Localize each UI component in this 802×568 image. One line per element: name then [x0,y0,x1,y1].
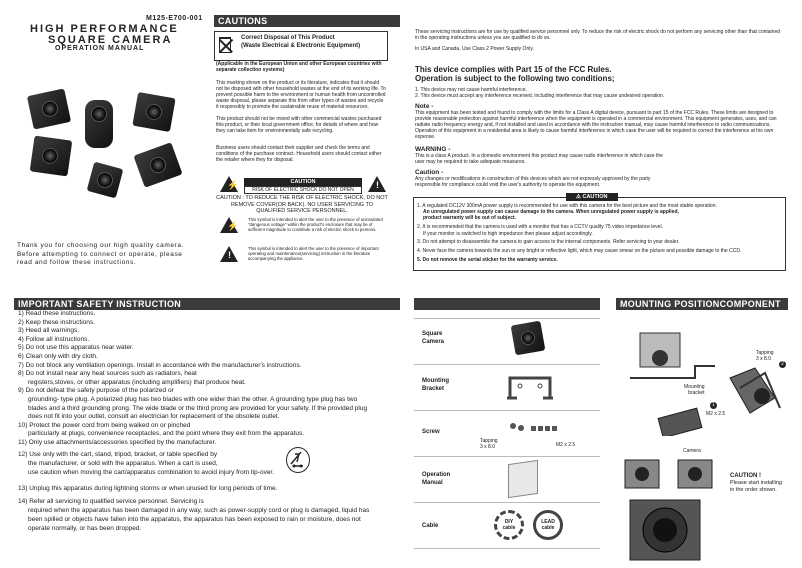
safety-item-12b: the manufacturer, or sold with the apparatus. When a cart is used, [28,460,218,467]
component-m2-label: M2 x 2.5 [556,442,576,448]
component-cable-label: Cable [422,523,439,529]
safety-item: 2) Keep these instructions. [18,318,95,326]
safety-item-14d: operate normally, or has been dropped. [28,525,142,532]
fcc-condition-1: 1. This device may not cause harmful interference. [415,87,527,93]
mounting-bracket-label: Mounting bracket [684,384,705,396]
component-divider [414,410,600,411]
safety-item: 4) Follow all instructions. [18,335,90,343]
safety-items [18,310,398,448]
model-number: M125-E700-001 [146,15,203,22]
mounting-front-view [620,455,720,565]
caution-box-label-text: CAUTION [582,194,608,200]
component-lead-cable-image [533,510,563,540]
safety-item: does not fit into your outlet, consult an electrician for replacement of the obsolete outlet. [28,413,280,421]
safety-item: 5) Do not use this apparatus near water. [18,344,134,352]
cover-title-2: SQUARE CAMERA [48,34,173,46]
weee-box [214,31,388,61]
weee-paragraph-3: Business users should contact their supplier and check the terms and conditions of the purchase contract. Household users should contact either the retailer where they for disposal. [216,145,382,163]
component-manual-image [508,460,538,498]
mounting-tapping-label: Tapping 3 x 8.0 [756,350,774,362]
safety-item: registers,stoves, or other apparatus (including amplifiers) that produce heat. [28,378,246,386]
component-screw-image [505,418,565,438]
note-text: This equipment has been tested and found to comply with the limits for a Class A digital device, pursuant to part 15 of the FCC Rules. These limits are designed to provide reasonable protection against harmful interference when the equipment is operated in a commercial environment. This equipment generates, uses, and can radiate radio frequency energy and, if not installed and used in accordance with the instruction manual, may cause harmful interference to radio communications. Operation of this equipment in a residential area is likely to cause harmful interference in which case the user will be required to correct the interference at his own expense. [415,110,777,140]
caution-item-3: 3. Do not attempt to disassemble the camera to gain access to the internal components. Refer servicing to your dealer. [417,239,680,245]
safety-item: 6) Clean only with dry cloth. [18,352,98,360]
safety-item: grounding- type plug. A polarized plug has two blades with one wider than the other. A grounding type plug has two [28,395,358,403]
caution-item-2a: 2. It is recommended that the camera is used with a monitor that has a CCTV quality 75 video impedance level. [417,224,663,230]
caution-item-4: 4. Never face the camera towards the sun or any bright or reflective light, which may cause smear on the picture and possible damage to the CCD. [417,248,742,254]
camera-photo-1 [27,88,71,129]
safety-item-12a: 12) Use only with the cart, stand, tripod, bracket, or table specified by [18,451,218,458]
caution-label: Caution - [415,169,444,176]
exclamation-warning-icon: ! [368,176,386,192]
safety-item-13: 13) Unplug this apparatus during lightning storms or when unused for long periods of time. [18,485,278,492]
lightning-warning-icon: ⚡ [220,176,238,192]
weee-title-1: Correct Disposal of This Product [241,35,335,41]
component-bracket-label: Mounting Bracket [422,378,449,392]
shock-caution-sub: RISK OF ELECTRIC SHOCK DO NOT OPEN [244,186,362,194]
component-manual-label: Operation Manual [422,472,451,486]
weee-title-2: (Waste Electrical & Electronic Equipment) [241,43,361,49]
safety-item-14c: been spilled or objects have fallen into the apparatus, the apparatus has been exposed to rain or moisture, does not [28,516,361,523]
cover-title-1: HIGH PERFORMANCE [30,23,179,35]
lead-cable-label: LEAD cable [541,519,555,531]
usa-note: In USA and Canada, Use Class 2 Power Supply Only. [415,46,534,52]
step-2-badge: 2 [779,361,786,368]
mounting-header [616,298,788,310]
camera-photo-5 [133,142,182,188]
caution-item-1b: An unregulated power supply can cause damage to the camera. When unregulated power supply is applied, [423,209,679,215]
camera-photo-4 [30,136,73,177]
lightning-symbol-icon: ⚡ [220,217,238,233]
component-diy-cable-image [494,510,524,540]
service-note: These servicing instructions are for use by qualified service personnel only. To reduce the risk of electric shock do not perform any servicing other than that contained in the operating instructions unless you are qualified to do so. [415,29,781,41]
cautions-header: CAUTIONS [214,15,400,27]
warning-text: This is a class A product. In a domestic environment this product may cause radio interference in which case the user may be required to take adequate measures. [415,153,663,165]
safety-item: 9) Do not defeat the safety purpose of the polarized or [18,387,174,395]
component-divider [414,548,600,549]
caution-item-1a: 1. A regulated DC12V 300mA power supply is recommended for use with this camera for the best picture and the most stable operation. [417,203,717,209]
safety-item-12c: use caution when moving the cart/apparatus combination to avoid injury from tip-over. [28,469,275,476]
weee-paragraph-2: This product should not be mixed with other commercial wastes purchased this product, or their local government office, for details of where and how they can take item for environmentally safe recycling. [216,116,382,134]
caution-item-2b: If your monitor is switched to high impedance then please adjust accordingly. [423,231,593,237]
safety-item: particularly at plugs, convenience receptacles, and the point where they exit from the apparatus. [28,430,305,438]
mounting-caution-title: CAUTION ! [730,473,761,479]
step-1-badge: 1 [710,402,717,409]
safety-item: 7) Do not block any ventilation openings. Install in accordance with the manufacturer's instructions. [18,361,302,369]
component-camera-image [511,321,546,356]
note-label: Note - [415,103,434,110]
warning-label: WARNING - [415,146,451,153]
component-screw-label: Screw [422,429,440,435]
crossed-bin-icon [219,37,231,53]
safety-item: blades and a third grounding prong. The wide blade or the third prong are provided for your safety. If the provided plug [28,404,368,412]
safety-list [18,310,398,448]
mounting-caution-text: Please start installing in the order shown. [730,480,782,493]
camera-photo-3 [132,92,175,132]
component-divider [414,364,600,365]
components-header-text: COMPONENT [719,299,781,309]
component-divider [414,502,600,503]
safety-item-14a: 14) Refer all servicing to qualified service personnel. Servicing is [18,498,204,505]
component-divider [414,318,600,319]
symbol1-text: This symbol is intended to alert the user to the presence of uninsulated "dangerous voltage" within the product's enclosure that may be of sufficient magnitude to constitute a risk of electric shock to persons. [248,217,383,232]
camera-photo-2 [85,100,113,148]
component-divider [414,456,600,457]
component-bracket-image [505,368,555,406]
camera-photo-6 [87,162,124,199]
component-tapping-label: Tapping 3 x 8.0 [480,438,498,450]
mounting-m2-label: M2 x 2.5 [706,411,726,417]
fcc-heading-1: This device complies with Part 15 of the FCC Rules. [415,65,612,74]
caution-text: Any changes or modifications in construction of this devices which are not expressly approved by the party responsible for compliance could void the user's authority to operate the equipment. [415,176,651,188]
caution-box-label [566,193,618,201]
component-square-camera-label: Square Camera [422,331,445,345]
caution-item-1c: product warranty will be out of subject. [423,215,517,221]
caution-item-5: 5. Do not remove the serial sticker for the warranty service. [417,257,558,263]
mounting-diagram [620,318,790,436]
safety-item: 8) Do not install near any heat sources such as radiators, heat [18,370,197,378]
cart-tipover-icon [286,447,310,473]
fcc-heading-2: Operation is subject to the following two conditions; [415,74,615,83]
safety-item: 10) Protect the power cord from being walked on or pinched [18,421,191,429]
mounting-header-text: MOUNTING POSITION [620,299,720,309]
safety-item: 11) Only use attachments/accessories specified by the manufacturer. [18,438,217,446]
weee-paragraph-1: This marking shown on the product or its literature, indicates that it should not be disposed with other household wastes at the end of its working life. To prevent possible harm to the environment or human health from uncontrolled waste disposal, please separate this from other types of wastes and recycle it responsibly to promote the sustainable reuse of material resources. [216,80,386,110]
mounting-camera-label: Camera [683,448,701,454]
diy-cable-label: DIY cable [502,519,516,531]
symbol2-text: This symbol is intended to alert the user to the presence of important operating and maintenance(servicing) instruction in the literature accompanying the appliance. [248,246,379,261]
safety-item: 3) Heed all warnings. [18,327,80,335]
safety-item-14b: required when the apparatus has been damaged in any way, such as power-supply cord or plug is damaged, liquid has [28,507,370,514]
shock-caution-label: CAUTION [244,178,362,186]
components-header-bar [414,298,600,310]
safety-item: 1) Read these instructions. [18,310,96,317]
cover-thanks: Thank you for choosing our high quality camera. Before attempting to connect or operate, please read and follow these instructions. [17,242,184,266]
safety-header: IMPORTANT SAFETY INSTRUCTION [14,298,400,310]
weee-applicable: (Applicable in the European Union and other European countries with separate collection systems) [216,61,382,73]
caution-box-warning-icon: ⚠ [576,194,583,200]
exclamation-symbol-icon: ! [220,246,238,262]
fcc-condition-2: 2. This device must accept any interference received, including interference that may cause undesired operation. [415,93,665,99]
cover-title-3: OPERATION MANUAL [55,45,145,52]
shock-caution-text: CAUTION : TO REDUCE THE RISK OF ELECTRIC SHOCK, DO NOT REMOVE COVER(OR BACK). NO USER SERVICING TO QUALIFIED SERVICE PERSONNEL. [216,195,388,214]
